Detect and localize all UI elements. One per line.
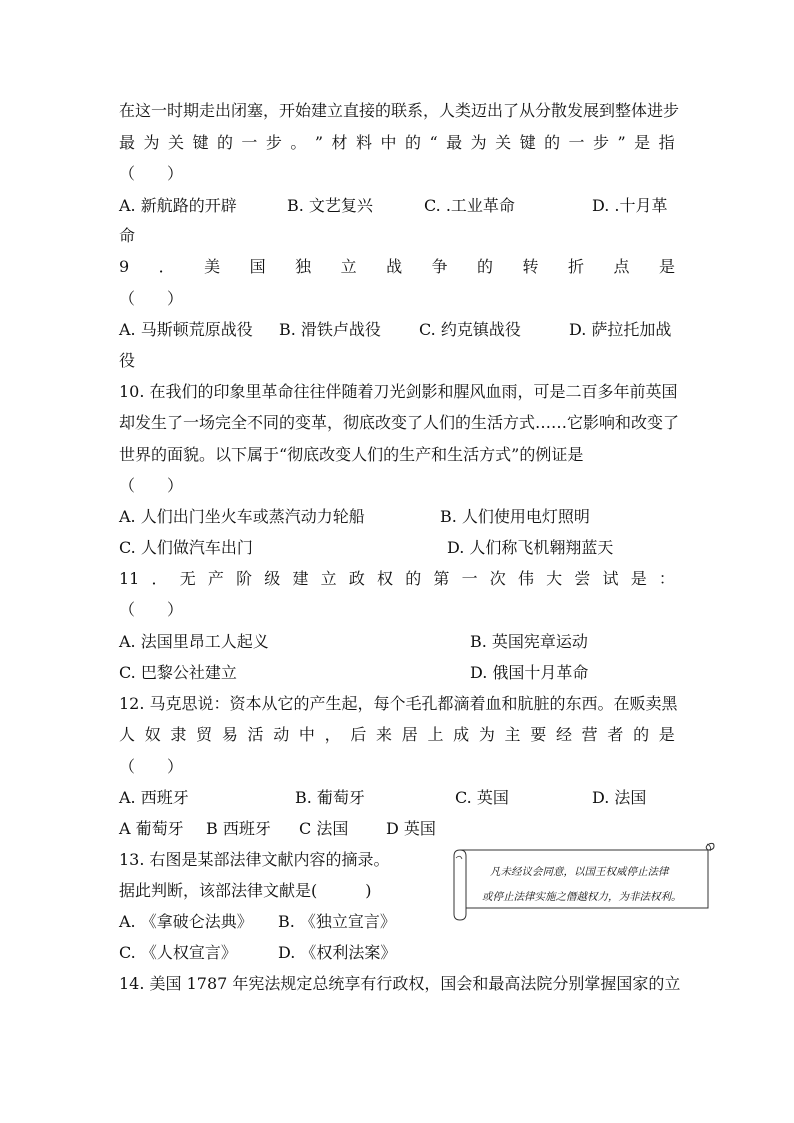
q11-char: 试: [602, 569, 619, 588]
q8-option-b: B. 文艺复兴: [287, 196, 373, 215]
q9-char: 战: [386, 257, 403, 276]
q13-text-line-2: 据此判断，该部法律文献是( ): [119, 881, 372, 900]
q8-line2-char: 中: [380, 133, 397, 152]
q8-line2-char: 关: [167, 133, 184, 152]
q8-line2-char: 步: [593, 133, 610, 152]
q12-line2-char: 中: [298, 725, 315, 744]
q10-answer-bracket: （ ）: [119, 476, 184, 495]
q11-answer-bracket: （ ）: [119, 600, 184, 619]
q12-line2-char: 为: [478, 725, 495, 744]
q8-option-c: C. .工业革命: [424, 196, 515, 215]
q8-line2-char: ”: [314, 133, 324, 152]
q8-line2-char: 是: [634, 133, 651, 152]
q9-char: ．: [158, 257, 175, 276]
q11-option-a: A. 法国里昂工人起义: [119, 632, 269, 651]
q8-line2-char: 一: [568, 133, 585, 152]
q9-char: 争: [431, 257, 448, 276]
q13-option-d: D. 《权利法案》: [278, 943, 397, 962]
q9-char: 点: [613, 257, 630, 276]
q8-line2-char: 料: [356, 133, 373, 152]
q9-option-c: C. 约克镇战役: [419, 320, 521, 339]
q12-text-line-2: [119, 725, 675, 745]
q12-line2-char: 成: [453, 725, 470, 744]
q12-alt-option-a: A 葡萄牙: [119, 819, 184, 838]
q9-char: 的: [477, 257, 494, 276]
q8-line2-char: 。: [290, 133, 307, 152]
q12-line2-char: 者: [607, 725, 624, 744]
q9-char: 美: [204, 257, 221, 276]
q9-char: 9: [119, 257, 130, 276]
q11-char: 的: [405, 569, 422, 588]
q11-char: 权: [377, 569, 394, 588]
q8-line2-char: 为: [470, 133, 487, 152]
q12-line2-char: 人: [119, 725, 136, 744]
q9-char: 转: [522, 257, 539, 276]
q11-char: 阶: [236, 569, 253, 588]
q9-char: 是: [658, 257, 675, 276]
q10-text-line-2: 却发生了一场完全不同的变革，彻底改变了人们的生活方式……它影响和改变了: [119, 413, 680, 432]
q11-option-c: C. 巴黎公社建立: [119, 663, 237, 682]
q8-line2-char: 最: [119, 133, 136, 152]
q11-char: 11: [119, 569, 140, 588]
q12-alt-option-c: C 法国: [299, 819, 349, 838]
scroll-excerpt-line-2: 或停止法律实施之僭越权力，为非法权利。: [482, 891, 682, 903]
q11-char: ：: [658, 569, 675, 588]
q11-char: ．: [151, 569, 168, 588]
q12-option-c: C. 英国: [455, 788, 509, 807]
q10-text-line-3: 世界的面貌。以下属于“彻底改变人们的生产和生活方式”的例证是: [119, 445, 584, 464]
q10-option-b: B. 人们使用电灯照明: [440, 507, 590, 526]
q14-text-line-1: 14. 美国 1787 年宪法规定总统享有行政权，国会和最高法院分别掌握国家的立: [119, 974, 681, 993]
q9-char: 立: [340, 257, 357, 276]
q8-line2-char: “: [429, 133, 438, 152]
q11-char: 一: [461, 569, 478, 588]
q11-char: 第: [433, 569, 450, 588]
q9-char: 国: [249, 257, 266, 276]
q8-line2-char: 关: [495, 133, 512, 152]
q12-option-a: A. 西班牙: [119, 788, 189, 807]
q12-option-d: D. 法国: [592, 788, 647, 807]
q13-text-line-1: 13. 右图是某部法律文献内容的摘录。: [119, 850, 390, 869]
q8-line2-char: 的: [216, 133, 233, 152]
q9-answer-bracket: （ ）: [119, 289, 184, 308]
scroll-excerpt-line-1: 凡未经议会同意，以国王权威停止法律: [490, 866, 669, 878]
q12-option-b: B. 葡萄牙: [295, 788, 365, 807]
q12-line2-char: 经: [555, 725, 572, 744]
q13-option-a: A. 《拿破仑法典》: [119, 912, 253, 931]
q8-text-line-1: 在这一时期走出闭塞，开始建立直接的联系，人类迈出了从分散发展到整体进步: [119, 101, 680, 120]
q11-question: [119, 569, 675, 589]
q8-answer-bracket: （ ）: [119, 164, 184, 183]
q11-char: 次: [489, 569, 506, 588]
q8-line2-char: 最: [446, 133, 463, 152]
q11-char: 建: [292, 569, 309, 588]
q8-option-wrap: 命: [119, 226, 136, 245]
q8-line2-char: 指: [658, 133, 675, 152]
q12-line2-char: 动: [273, 725, 290, 744]
q8-text-line-2: [119, 133, 675, 153]
q12-line2-char: 后: [350, 725, 367, 744]
q10-text-line-1: 10. 在我们的印象里革命往往伴随着刀光剑影和腥风血雨，可是二百多年前英国: [119, 382, 678, 401]
q9-char: 独: [295, 257, 312, 276]
q12-line2-char: 奴: [144, 725, 161, 744]
q8-line2-char: 为: [143, 133, 160, 152]
q11-char: 无: [179, 569, 196, 588]
q11-char: 立: [320, 569, 337, 588]
q10-option-a: A. 人们出门坐火车或蒸汽动力轮船: [119, 507, 365, 526]
q11-char: 政: [348, 569, 365, 588]
q12-alt-option-b: B 西班牙: [206, 819, 271, 838]
q11-option-b: B. 英国宪章运动: [470, 632, 588, 651]
q11-char: 尝: [574, 569, 591, 588]
law-excerpt-scroll: [450, 842, 716, 922]
q12-line2-char: ，: [324, 725, 341, 744]
q8-line2-char: 的: [404, 133, 421, 152]
q12-text-line-1: 12. 马克思说：资本从它的产生起，每个毛孔都滴着血和肮脏的东西。在贩卖黑: [119, 694, 678, 713]
q12-line2-char: 的: [633, 725, 650, 744]
q12-line2-char: 上: [427, 725, 444, 744]
q9-question: [119, 257, 675, 277]
q11-option-d: D. 俄国十月革命: [470, 663, 589, 682]
q9-option-d: D. 萨拉托加战: [569, 320, 672, 339]
q8-line2-char: 步: [265, 133, 282, 152]
q12-answer-bracket: （ ）: [119, 757, 184, 776]
q12-line2-char: 居: [401, 725, 418, 744]
q12-line2-char: 活: [247, 725, 264, 744]
q8-line2-char: 材: [331, 133, 348, 152]
q8-line2-char: 键: [192, 133, 209, 152]
q10-option-c: C. 人们做汽车出门: [119, 538, 253, 557]
q10-option-d: D. 人们称飞机翱翔蓝天: [447, 538, 614, 557]
q11-char: 级: [264, 569, 281, 588]
q12-alt-option-d: D 英国: [386, 819, 436, 838]
q8-line2-char: ”: [617, 133, 626, 152]
scroll-excerpt-text: [482, 860, 712, 910]
q11-char: 产: [207, 569, 224, 588]
q12-line2-char: 贸: [196, 725, 213, 744]
q12-line2-char: 来: [376, 725, 393, 744]
q12-line2-char: 营: [581, 725, 598, 744]
q8-option-a: A. 新航路的开辟: [119, 196, 237, 215]
q12-line2-char: 主: [504, 725, 521, 744]
q9-option-wrap: 役: [119, 351, 136, 370]
q13-option-c: C. 《人权宣言》: [119, 943, 237, 962]
q11-char: 大: [546, 569, 563, 588]
q11-char: 是: [630, 569, 647, 588]
q9-option-a: A. 马斯顿荒原战役: [119, 320, 253, 339]
q12-line2-char: 要: [530, 725, 547, 744]
q12-line2-char: 是: [658, 725, 675, 744]
q11-char: 伟: [517, 569, 534, 588]
q13-option-b: B. 《独立宣言》: [278, 912, 396, 931]
q8-option-d: D. .十月革: [592, 196, 668, 215]
q8-line2-char: 一: [241, 133, 258, 152]
q8-line2-char: 的: [544, 133, 561, 152]
q12-line2-char: 易: [221, 725, 238, 744]
q12-line2-char: 隶: [170, 725, 187, 744]
q8-line2-char: 键: [519, 133, 536, 152]
q9-option-b: B. 滑铁卢战役: [279, 320, 381, 339]
q9-char: 折: [568, 257, 585, 276]
